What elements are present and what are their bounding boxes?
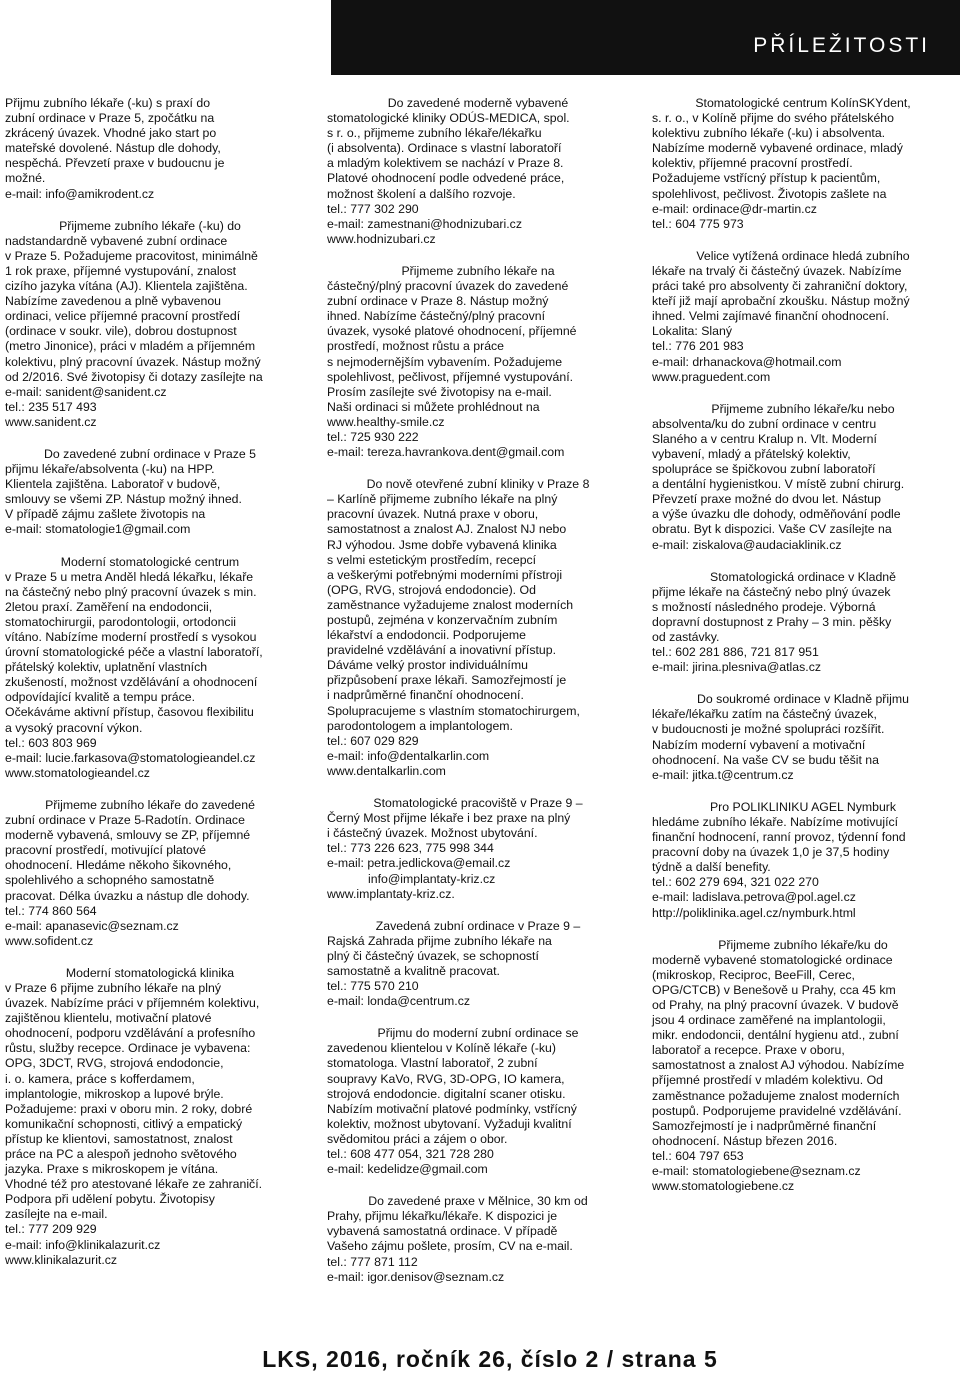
job-ad: [652, 692, 954, 783]
ad-line: růstu, služby recepce. Ordinace je vybavena:: [5, 1041, 251, 1056]
ad-line: Požadujeme vstřícný přístup k pacientům,: [652, 171, 881, 186]
ad-line: (i absolventa). Ordinace s vlastní laboratoří: [327, 141, 562, 156]
ad-line: Rajská Zahrada přijme zubního lékaře na: [327, 933, 552, 948]
ad-line: svědomitou práci a zájem o obor.: [327, 1131, 508, 1146]
job-ad: [652, 570, 954, 676]
ad-line: spolupráce se špičkovou zubní laboratoří: [652, 462, 876, 477]
ad-line: www.stomatologiebene.cz: [652, 1179, 795, 1194]
ad-line: tel.: 608 477 054, 321 728 280: [327, 1147, 494, 1161]
ad-line: Do zavedené zubní ordinace v Praze 5: [44, 446, 256, 461]
ad-line: www.sanident.cz: [5, 414, 97, 429]
ad-line: nadstandardně vybavené zubní ordinace: [5, 233, 228, 248]
ad-line: Vhodné též pro atestované lékaře ze zahraničí.: [5, 1177, 263, 1192]
ad-line: Do soukromé ordinace v Kladně přijmu: [697, 692, 909, 707]
page-footer: LKS, 2016, ročník 26, číslo 2 / strana 5: [262, 1346, 718, 1372]
column-middle: [327, 96, 629, 1302]
ad-line: www.dentalkarlin.com: [327, 763, 446, 778]
ad-line: zavedenou klientelou v Kolíně lékaře (-ku): [327, 1041, 556, 1056]
ad-line: www.hodnizubari.cz: [327, 231, 436, 246]
ad-line: i částečný úvazek. Možnost ubytování.: [327, 826, 538, 841]
ad-line: a mladým kolektivem se nachází v Praze 8.: [327, 156, 564, 171]
job-ad: [5, 798, 295, 949]
ad-line: vybavená samostatná ordinace. V případě: [327, 1224, 558, 1239]
ad-line: mateřské dovolené. Nástup dle dohody,: [5, 141, 221, 156]
ad-line: pracovat. Délka úvazku a nástup dle dohody.: [5, 888, 250, 903]
job-ad: [327, 1194, 629, 1285]
ad-line: e-mail: ordinace@dr-martin.cz: [652, 201, 817, 216]
ad-line: Přijmeme zubního lékaře na: [401, 263, 555, 278]
section-title: PŘÍLEŽITOSTI: [753, 34, 930, 57]
ad-line: laboratoř a recepce. Praxe v oboru,: [652, 1043, 845, 1058]
ad-line: e-mail: jitka.t@centrum.cz: [652, 767, 794, 782]
ad-line: (ordinace v soukr. vile), dobrou dostupnost: [5, 324, 237, 339]
ad-line: (mikroskop, Reciproc, BeeFill, Cerec,: [652, 967, 855, 982]
ad-line: www.sofident.cz: [5, 933, 94, 948]
ad-line: pracovní úvazek. Nutná praxe v oboru,: [327, 507, 539, 522]
ad-line: e-mail: info@amikrodent.cz: [5, 186, 155, 201]
ad-line: tel.: 603 803 969: [5, 735, 97, 750]
ad-line: možnost školení a dalšího rozvoje.: [327, 186, 516, 201]
job-ad: [327, 919, 629, 1010]
ad-line: přístup ke klientovi, samostatnost, znalost: [5, 1131, 233, 1146]
ad-line: a veškerými potřebnými moderními přístroji: [327, 567, 563, 582]
ad-line: a dentální hygienistkou. V místě zubní chirurg.: [652, 477, 905, 492]
ad-line: (metro Jinonice), práci v mladém a příjemném: [5, 339, 256, 354]
ad-line: přijme lékaře na částečný nebo plný úvazek: [652, 584, 891, 599]
job-ad: [327, 477, 629, 779]
ad-line: kolektivu, plný pracovní úvazek. Nástup možný: [5, 354, 261, 369]
ad-line: pravidelné vzdělávání a inovativní přístup.: [327, 643, 556, 658]
ad-line: Samozřejmostí je i nadprůměrné finanční: [652, 1118, 877, 1133]
ad-line: e-mail: sanident@sanident.cz: [5, 384, 167, 399]
ad-line: spolehlivého a schopného samostatně: [5, 873, 215, 888]
ad-line: Nabízíme zavedenou a plně vybavenou: [5, 294, 222, 309]
ad-line: moderně vybavená, smlouvy se ZP, příjemné: [5, 828, 251, 843]
ad-line: tel.: 777 871 112: [327, 1254, 418, 1269]
ad-line: RJ výhodou. Jsme dobře vybavená klinika: [327, 537, 557, 552]
ad-line: parodontologem a implantologem.: [327, 718, 513, 733]
job-ad: [652, 938, 954, 1195]
ad-line: Stomatologické pracoviště v Praze 9 –: [373, 796, 583, 811]
job-ad: [327, 1026, 629, 1177]
ad-line: Moderní stomatologická klinika: [65, 965, 235, 980]
ad-line: Nabízíme moderně vybavené ordinace, mladý: [652, 141, 903, 156]
ad-line: komunikační schopnosti, citlivý a empatický: [5, 1116, 243, 1131]
ad-line: i. o. kamera, práce s kofferdamem,: [5, 1071, 195, 1086]
ad-line: Nabízím motivační platové podmínky, vstřícný: [327, 1101, 577, 1116]
ad-line: tel.: 773 226 623, 775 998 344: [327, 841, 494, 856]
ad-line: Černý Most přijme lékaře i bez praxe na plný: [327, 811, 571, 826]
ad-line: zubní ordinace v Praze 8. Nástup možný: [327, 294, 549, 309]
ad-line: www.praguedent.com: [652, 369, 771, 384]
header-banner: [331, 0, 960, 75]
ad-line: Spolupracujeme s vlastním stomatochirurgem,: [327, 703, 580, 718]
ad-line: práci také pro absolventy či zahraniční doktory,: [652, 279, 908, 294]
ad-line: samostatnost a znalost AJ. Znalost NJ nebo: [327, 522, 567, 537]
ad-line: zubní ordinace v Praze 5, zpočátku na: [5, 111, 215, 126]
ad-line: Přijmu zubního lékaře (-ku) s praxí do: [5, 96, 211, 110]
ad-line: kolektivu zubního lékaře (-ku) i absolventa.: [652, 126, 886, 141]
ad-line: 1 rok praxe, příjemné vystupování, znalost: [5, 263, 237, 278]
ad-line: v Praze 5 u metra Anděl hledá lékařku, lékaře: [5, 569, 254, 584]
ad-line: Stomatologické centrum KolínSKYdent,: [695, 96, 911, 110]
ad-line: s velmi estetickým prostředím, recepcí: [327, 552, 537, 567]
ad-line: e-mail: info@klinikalazurit.cz: [5, 1237, 161, 1252]
ad-line: smlouvy se všemi ZP. Nástup možný ihned.: [5, 492, 242, 507]
ad-line: Zavedená zubní ordinace v Praze 9 –: [375, 918, 581, 933]
ad-line: absolventa/ku do zubní ordinace v centru: [652, 416, 877, 431]
ad-line: Stomatologická ordinace v Kladně: [710, 569, 896, 584]
ad-line: tel.: 725 930 222: [327, 429, 419, 444]
ad-line: plný či částečný úvazek, se schopností: [327, 948, 539, 963]
ad-line: e-mail: stomatologie1@gmail.com: [5, 522, 191, 537]
ad-line: spolehlivost, pečlivost. Životopis zašlete na: [652, 186, 887, 201]
ad-line: od 2/2016. Své životopisy či dotazy zasílejte na: [5, 369, 263, 384]
ad-line: možné.: [5, 171, 46, 186]
ad-line: e-mail: ladislava.petrova@pol.agel.cz: [652, 890, 856, 905]
ad-line: e-mail: igor.denisov@seznam.cz: [327, 1269, 505, 1284]
ad-line: vybavení, mladý a přátelský kolektiv,: [652, 446, 851, 461]
ad-line: Převzetí praxe možné do dvou let. Nástup: [652, 492, 881, 507]
ad-line: Lokalita: Slaný: [652, 324, 732, 339]
ad-line: Přijmeme zubního lékaře/ku do: [718, 937, 888, 952]
ad-line: prostředí, možnost růstu a práce: [327, 339, 505, 354]
job-ad: [652, 402, 954, 553]
ad-line: postupů, zejména v konzervačním zubním: [327, 613, 558, 627]
ad-line: dopravní dostupnost z Prahy – 3 min. pěšky: [652, 614, 892, 629]
ad-line: ihned. Nabízíme částečný/plný pracovní: [327, 309, 546, 324]
ad-line: stomatologa. Vlastní laboratoř, 2 zubní: [327, 1056, 538, 1071]
ad-line: Prahy, přijmu lékařku/lékaře. K dispozici je: [327, 1209, 558, 1224]
ad-line: spolehlivost, pečlivost, příjemné vystupování.: [327, 369, 574, 384]
ad-line: e-mail: jirina.plesniva@atlas.cz: [652, 660, 821, 675]
ad-line: Přijmeme zubního lékaře (-ku) do: [59, 218, 241, 233]
ad-line: soupravy KaVo, RVG, 3D-OPG, IO kamera,: [327, 1071, 565, 1086]
job-ad: [5, 96, 295, 202]
ad-line: moderně vybavené stomatologické ordinace: [652, 952, 893, 967]
job-ad: [5, 966, 295, 1268]
ad-line: 2letou praxí. Zaměření na endodoncii,: [5, 599, 213, 614]
ad-line: e-mail: kedelidze@gmail.com: [327, 1162, 488, 1177]
ad-line: lékařství a endodoncii. Podporujeme: [327, 628, 526, 643]
ad-line: tel.: 777 209 929: [5, 1222, 97, 1237]
ad-line: částečný/plný pracovní úvazek do zavedené: [327, 279, 569, 294]
ad-line: odpovídající kvalitě a tempu práce.: [5, 690, 196, 705]
ad-line: lékaře/lékařku zatím na částečný úvazek,: [652, 707, 877, 722]
ad-line: www.implantaty-kriz.cz.: [327, 886, 455, 901]
ad-line: Klientela zajištěna. Laboratoř v budově,: [5, 477, 221, 492]
job-ad: [652, 96, 954, 232]
ad-line: e-mail: zamestnani@hodnizubari.cz: [327, 216, 522, 231]
ad-line: přátelský kolektiv, uplatnění vlastních: [5, 660, 208, 675]
ad-line: tel.: 775 570 210: [327, 979, 419, 994]
ad-line: příjemné prostředí v mladém kolektivu. Od: [652, 1073, 883, 1088]
ad-line: nespěchá. Převzetí praxe v budoucnu je: [5, 156, 225, 171]
ad-line: OPG, 3DCT, RVG, strojová endodoncie,: [5, 1056, 224, 1071]
job-ad: [652, 800, 954, 921]
ad-line: a výše úvazku dle dohody, odměňování podle: [652, 507, 901, 522]
ad-line: kolektiv, příjemné pracovní prostředí.: [652, 156, 853, 171]
ad-line: úrovní stomatologické péče a vlastní laboratoří,: [5, 645, 263, 660]
ad-line: e-mail: info@dentalkarlin.com: [327, 748, 490, 763]
ad-line: úvazek, vysoké platové ohodnocení, příjemné: [327, 324, 577, 339]
ad-line: kteří již mají aprobační zkoušku. Nástup možný: [652, 294, 910, 309]
job-ad: [652, 249, 954, 385]
ad-line: Velice vytížená ordinace hledá zubního: [696, 248, 910, 263]
ad-line: obratu. Byt k dispozici. Vaše CV zasílejte na: [652, 522, 892, 537]
column-left: [5, 96, 295, 1285]
ad-line: Přijmeme zubního lékaře do zavedené: [45, 797, 255, 812]
ad-line: tel.: 777 302 290: [327, 201, 419, 216]
ad-line: Moderní stomatologické centrum: [60, 554, 240, 569]
ad-line: www.stomatologieandel.cz: [5, 765, 150, 780]
ad-line: práce na PC a alespoň jednoho světového: [5, 1147, 237, 1161]
ad-line: tel.: 774 860 564: [5, 903, 97, 918]
ad-line: Očekáváme aktivní přístup, časovou flexibilitu: [5, 705, 254, 720]
ad-line: e-mail: ziskalova@audaciaklinik.cz: [652, 537, 842, 552]
ad-line: vítáno. Nabízíme moderní prostředí s vysokou: [5, 630, 257, 644]
ad-line: týdně a další benefity.: [652, 860, 771, 875]
ad-line: od Prahy, na plný pracovní úvazek. V budově: [652, 997, 899, 1012]
ad-line: zaměstnance vyžadujeme znalost moderních: [327, 597, 574, 612]
ad-line: e-mail: tereza.havrankova.dent@gmail.com: [327, 445, 565, 460]
ad-line: www.healthy-smile.cz: [327, 414, 445, 429]
ad-line: tel.: 235 517 493: [5, 399, 97, 414]
ad-line: postupů. Podporujeme pravidelné vzdělávání.: [652, 1103, 902, 1118]
ad-line: ihned. Velmi zajímavé finanční ohodnocení.: [652, 309, 890, 324]
ad-line: Dáváme velký prostor individuálnímu: [327, 658, 528, 673]
job-ad: [5, 447, 295, 538]
ad-line: i nadprůměrné finanční ohodnocení.: [327, 688, 524, 703]
ad-line: finanční hodnocení, ranní provoz, týdenní fond: [652, 830, 906, 845]
ad-line: tel.: 604 797 653: [652, 1148, 744, 1163]
ad-line: lékaře na trvalý či částečný úvazek. Nabízíme: [652, 263, 902, 278]
ad-line: cizího jazyka vítána (AJ). Klientela zajištěna.: [5, 279, 248, 294]
ad-line: tel.: 602 279 694, 321 022 270: [652, 875, 819, 890]
ad-line: zaměstnance požadujeme znalost moderních: [652, 1088, 900, 1103]
ad-line: e-mail: stomatologiebene@seznam.cz: [652, 1164, 861, 1178]
ad-line: Pro POLIKLINIKU AGEL Nymburk: [709, 799, 897, 814]
job-ad: [5, 555, 295, 781]
ad-line: Přijmeme zubního lékaře/ku nebo: [711, 401, 895, 416]
ad-line: s r. o., přijmeme zubního lékaře/lékařku: [327, 126, 542, 141]
ad-line: v budoucnosti je možné spolupráci rozšířit.: [652, 722, 885, 737]
ad-line: ohodnocení, podporu vzdělávání a profesního: [5, 1026, 256, 1041]
ad-line: stomatologické kliniky ODÚS-MEDICA, spol.: [327, 111, 570, 126]
ad-line: ohodnocení. Hledáme někoho šikovného,: [5, 858, 232, 873]
ad-line: e-mail: petra.jedlickova@email.cz: [327, 856, 511, 871]
ad-line: tel.: 776 201 983: [652, 339, 744, 354]
ad-line: samostatnost a znalost AJ výhodou. Nabízíme: [652, 1058, 905, 1073]
ad-line: Do zavedené moderně vybavené: [387, 96, 569, 110]
ad-line: implantologie, mikroskop a lupové brýle.: [5, 1086, 224, 1101]
ad-line: mikr. endodoncii, dentální hygienu atd., zubní: [652, 1028, 899, 1043]
ad-line: e-mail: apanasevic@seznam.cz: [5, 918, 179, 933]
ad-line: s možností následného prodeje. Výborná: [652, 599, 876, 614]
ad-line: Nabízím moderní vybavení a motivační: [652, 737, 866, 752]
ad-line: tel.: 604 775 973: [652, 216, 744, 231]
ad-line: Požadujeme: praxi v oboru min. 2 roky, dobré: [5, 1101, 253, 1116]
ad-line: Přijmu do moderní zubní ordinace se: [377, 1026, 579, 1041]
ad-line: kolektiv, možnost ubytovaní. Vyžaduji kvalitní: [327, 1116, 572, 1131]
column-right: [652, 96, 954, 1211]
job-ad: [327, 264, 629, 460]
ad-line: a vysoký pracovní výkon.: [5, 720, 143, 735]
ad-line: ohodnocení. Na vaše CV se budu těšit na: [652, 752, 879, 767]
ad-line: zkušeností, možnost vzdělávání a ohodnocení: [5, 675, 258, 690]
ad-line: od zastávky.: [652, 630, 720, 644]
ad-line: ordinaci, velice příjemné pracovní prostředí: [5, 309, 241, 324]
ad-line: Vašeho zájmu pošlete, prosím, CV na e-mail.: [327, 1239, 573, 1254]
ad-line: Slaného a v centru Kralup n. Vlt. Moderní: [652, 431, 877, 446]
ad-line: s nejmodernějším vybavením. Požadujeme: [327, 354, 563, 369]
ad-line: Do nově otevřené zubní kliniky v Praze 8: [366, 477, 590, 492]
ad-line: zubní ordinace v Praze 5-Radotín. Ordinace: [5, 813, 245, 828]
job-ad: [327, 796, 629, 902]
ad-line: zasílejte na e-mail.: [5, 1207, 108, 1222]
ad-line: e-mail: drhanackova@hotmail.com: [652, 354, 842, 369]
ad-line: Naši ordinaci si můžete prohlédnout na: [327, 399, 540, 414]
ad-line: strojová endodoncie. digitalní scaner otisku.: [327, 1086, 566, 1101]
ad-line: tel.: 607 029 829: [327, 733, 419, 748]
ad-line: přizpůsobení praxe lékaři. Samozřejmostí je: [327, 673, 567, 688]
ad-line: www.klinikalazurit.cz: [5, 1252, 118, 1267]
ad-line: na částečný nebo plný pracovní úvazek s min.: [5, 584, 257, 599]
ad-line: V případě zájmu zašlete životopis na: [5, 507, 206, 522]
ad-line: tel.: 602 281 886, 721 817 951: [652, 645, 819, 660]
ad-line: pracovní prostředí, motivující platové: [5, 843, 206, 858]
ad-line: zkrácený úvazek. Vhodné jako start po: [5, 126, 217, 141]
ad-line: přijmu lékaře/absolventa (-ku) na HPP.: [5, 462, 215, 477]
job-ad: [5, 219, 295, 430]
ad-line: Platové ohodnocení podle odvedené práce,: [327, 171, 565, 186]
ad-line: ohodnocení. Nástup březen 2016.: [652, 1133, 838, 1148]
ad-line: hledáme zubního lékaře. Nabízíme motivující: [652, 814, 899, 829]
ad-line: samostatně a kvalitně pracovat.: [327, 963, 500, 978]
ad-line: úvazek. Nabízíme práci v příjemném kolektivu,: [5, 996, 260, 1011]
ad-line: v Praze 6 přijme zubního lékaře na plný: [5, 980, 221, 995]
ad-line: http://poliklinika.agel.cz/nymburk.html: [652, 905, 856, 920]
ad-line: – Karlíně přijmeme zubního lékaře na plný: [327, 492, 558, 507]
ad-line: e-mail: lucie.farkasova@stomatologieandel.cz: [5, 750, 256, 765]
ad-line: e-mail: londa@centrum.cz: [327, 994, 471, 1009]
ad-line: OPG/CTCB) v Benešově u Prahy, cca 45 km: [652, 982, 896, 997]
ad-line: Do zavedené praxe v Mělnice, 30 km od: [368, 1194, 588, 1209]
ad-line: Prosím zasílejte své životopisy na e-mail.: [327, 384, 552, 399]
ad-line: zajištěnou klientelu, motivační platové: [5, 1011, 212, 1026]
job-ad: [327, 96, 629, 247]
ad-line: s. r. o., v Kolíně přijme do svého přátelského: [652, 111, 894, 126]
ad-line: jazyka. Praxe s mikroskopem je vítána.: [5, 1162, 219, 1177]
ad-line: jsou 4 ordinace zaměřené na implantologii,: [652, 1013, 886, 1028]
ad-line: Podpora při udělení pobytu. Životopisy: [5, 1192, 215, 1207]
ad-line: info@implantaty-kriz.cz: [327, 871, 496, 886]
ad-line: (OPG, RVG, strojová endodoncie). Od: [327, 582, 536, 597]
ad-line: stomatochirurgii, parodontologii, ortodoncii: [5, 614, 237, 629]
ad-line: pracovní doby na úvazek 1,0 je 37,5 hodiny: [652, 845, 890, 860]
ad-line: v Praze 5. Požadujeme pracovitost, minimálně: [5, 248, 258, 263]
